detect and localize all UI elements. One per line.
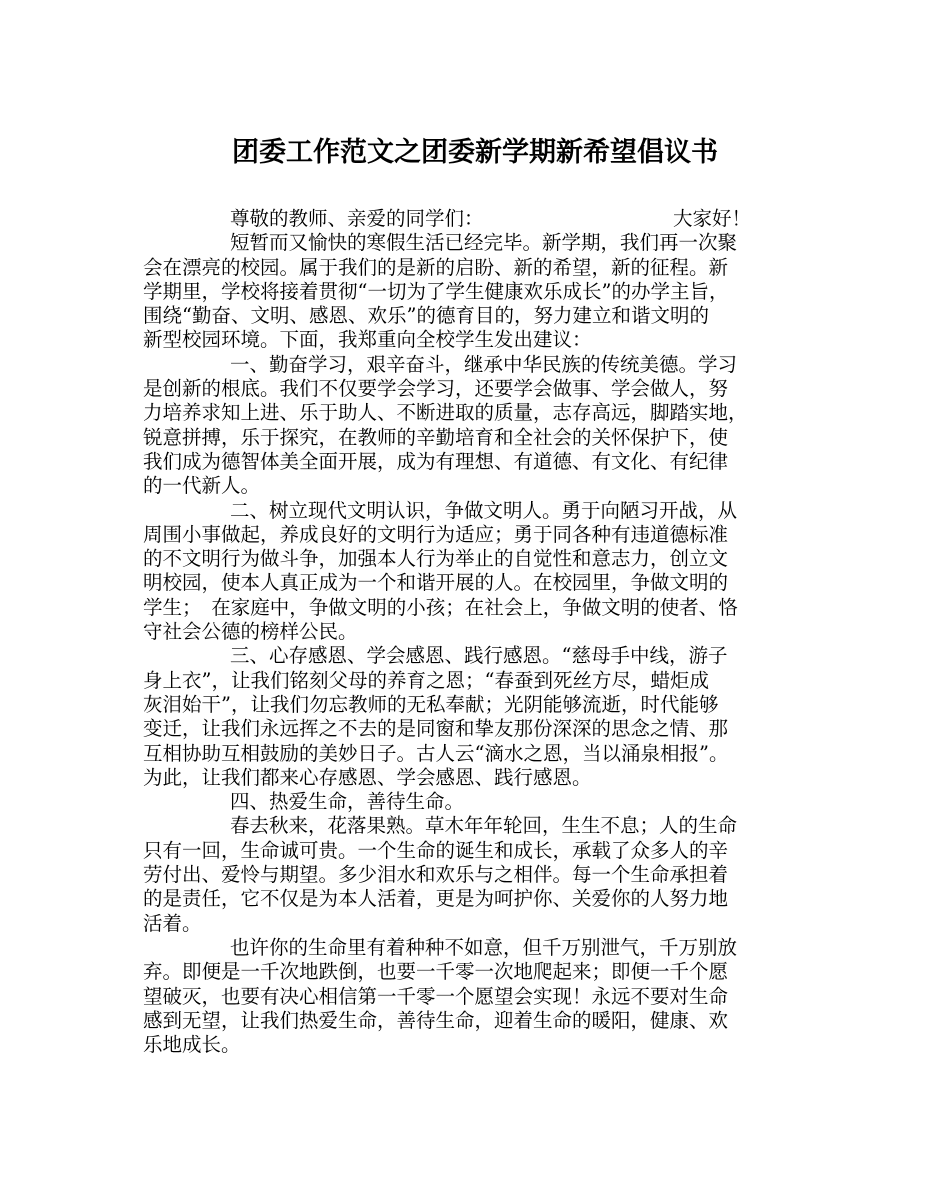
greeting-right: 大家好！ — [673, 207, 752, 230]
paragraph-line: 四、热爱生命，善待生命。 — [230, 790, 465, 814]
paragraph-line: 会在漂亮的校园。属于我们的是新的启盼、新的希望，新的征程。新 — [143, 255, 729, 279]
paragraph-line: 三、心存感恩、学会感恩、践行感恩。“慈母手中线，游子 — [230, 644, 728, 668]
paragraph-line: 的一代新人。 — [143, 474, 261, 498]
paragraph-line: 为此，让我们都来心存感恩、学会感恩、践行感恩。 — [143, 765, 592, 789]
paragraph-line: 是创新的根底。我们不仅要学会学习，还要学会做事、学会做人，努 — [143, 377, 729, 401]
paragraph-line: 二、树立现代文明认识，争做文明人。勇于向陋习开战，从 — [230, 498, 738, 522]
paragraph-line: 学期里，学校将接着贯彻“一切为了学生健康欢乐成长”的办学主旨， — [143, 279, 729, 303]
paragraph-line: 弃。即便是一千次地跌倒，也要一千零一次地爬起来；即便一千个愿 — [143, 960, 729, 984]
paragraph-line: 灰泪始干”，让我们勿忘教师的无私奉献；光阴能够流逝，时代能够 — [143, 692, 719, 716]
paragraph-line: 变迁，让我们永远挥之不去的是同窗和挚友那份深深的思念之情、那 — [143, 717, 729, 741]
paragraph-line: 围绕“勤奋、文明、感恩、欢乐”的德育目的，努力建立和谐文明的 — [143, 304, 709, 328]
paragraph-line: 短暂而又愉快的寒假生活已经完毕。新学期，我们再一次聚 — [230, 231, 738, 255]
paragraph-line: 我们成为德智体美全面开展，成为有理想、有道德、有文化、有纪律 — [143, 449, 729, 473]
paragraph-line: 身上衣”，让我们铭刻父母的养育之恩；“春蚕到死丝方尽，蜡炬成 — [143, 668, 709, 692]
document-body — [143, 207, 823, 1057]
paragraph-line: 明校园，使本人真正成为一个和谐开展的人。在校园里，争做文明的 — [143, 571, 729, 595]
document-title: 团委工作范文之团委新学期新希望倡议书 — [232, 137, 718, 168]
greeting-line — [143, 207, 823, 231]
paragraph-line: 的是责任，它不仅是为本人活着，更是为呵护你、关爱你的人努力地 — [143, 887, 729, 911]
paragraph-line: 一、勤奋学习，艰辛奋斗，继承中华民族的传统美德。学习 — [230, 352, 738, 376]
greeting-left: 尊敬的教师、亲爱的同学们： — [230, 207, 484, 230]
paragraph-line: 活着。 — [143, 911, 202, 935]
paragraph-line: 锐意拼搏，乐于探究，在教师的辛勤培育和全社会的关怀保护下，使 — [143, 425, 729, 449]
paragraph-line: 乐地成长。 — [143, 1033, 241, 1057]
paragraph-line: 互相协助互相鼓励的美妙日子。古人云“滴水之恩，当以涌泉相报”。 — [143, 741, 729, 765]
paragraph-line: 的不文明行为做斗争，加强本人行为举止的自觉性和意志力，创立文 — [143, 547, 729, 571]
paragraph-line: 只有一回，生命诚可贵。一个生命的诞生和成长，承载了众多人的辛 — [143, 838, 729, 862]
paragraph-line: 力培养求知上进、乐于助人、不断进取的质量，志存高远，脚踏实地， — [143, 401, 748, 425]
paragraph-line: 也许你的生命里有着种种不如意，但千万别泄气，千万别放 — [230, 935, 738, 959]
paragraph-line: 春去秋来，花落果熟。草木年年轮回，生生不息；人的生命 — [230, 814, 738, 838]
paragraph-line: 劳付出、爱怜与期望。多少泪水和欢乐与之相伴。每一个生命承担着 — [143, 863, 729, 887]
paragraph-line: 望破灭，也要有决心相信第一千零一个愿望会实现！永远不要对生命 — [143, 984, 729, 1008]
paragraph-line: 守社会公德的榜样公民。 — [143, 620, 358, 644]
paragraph-line: 学生； 在家庭中，争做文明的小孩；在社会上，争做文明的使者、恪 — [143, 595, 738, 619]
paragraph-line: 感到无望，让我们热爱生命，善待生命，迎着生命的暖阳，健康、欢 — [143, 1008, 729, 1032]
paragraph-line: 周围小事做起，养成良好的文明行为适应；勇于同各种有违道德标准 — [143, 522, 729, 546]
paragraph-line: 新型校园环境。下面，我郑重向全校学生发出建议： — [143, 328, 592, 352]
